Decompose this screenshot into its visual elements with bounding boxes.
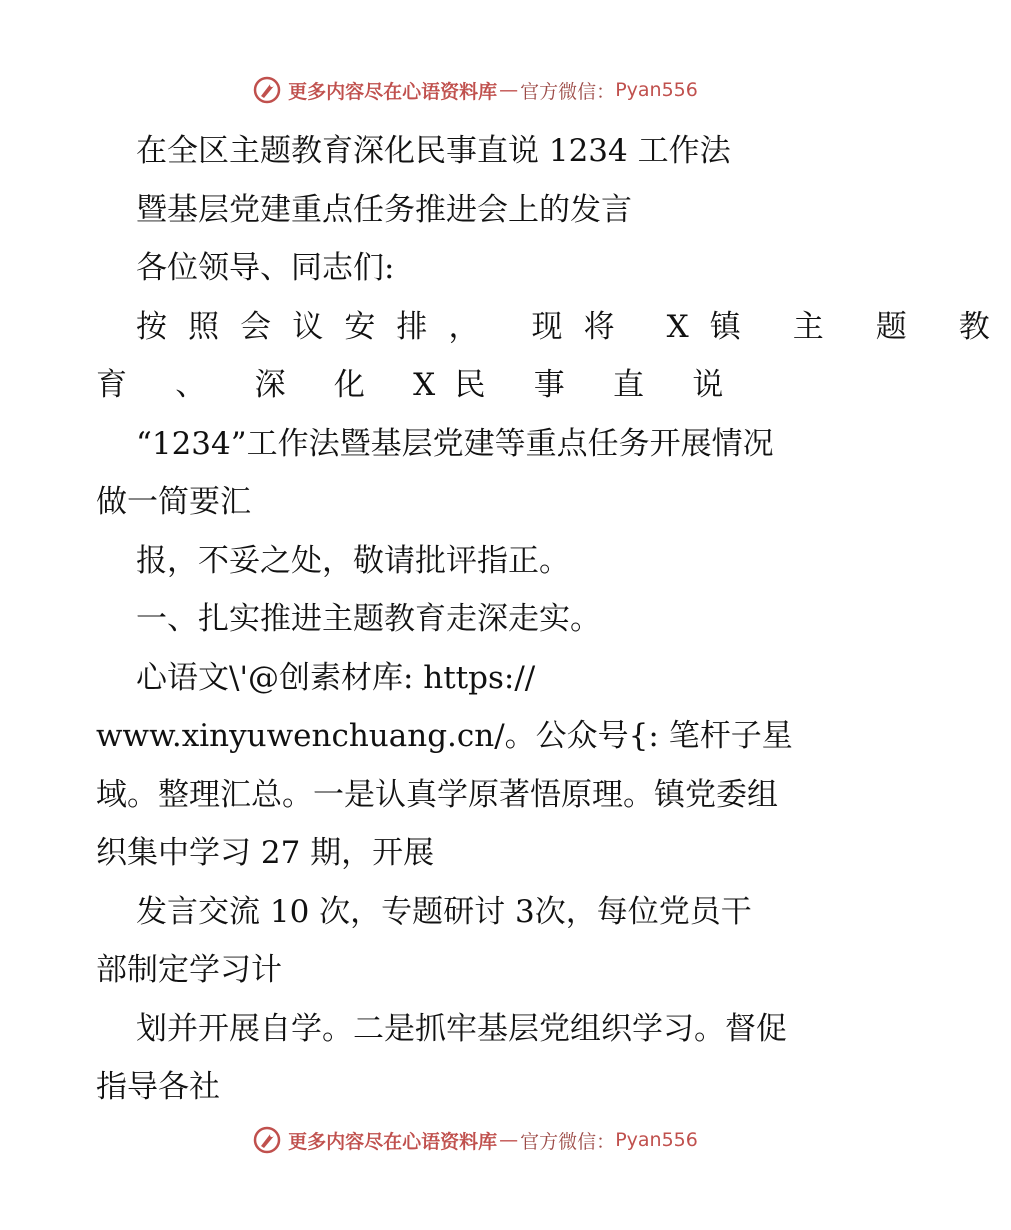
watermark-main-text: 更多内容尽在心语资料库 — [288, 80, 498, 103]
watermark-sub-text: 官方微信： — [520, 80, 616, 103]
paragraph-line: 按照会议安排， 现将 X镇 主 题 教 — [136, 308, 1011, 345]
pen-nib-circle-icon — [252, 75, 282, 105]
paragraph-line: 发言交流 10 次，专题研讨 3次，每位党员干 — [136, 893, 752, 930]
watermark-wechat-id: Pyan556 — [615, 79, 698, 101]
watermark-dash: — — [499, 1129, 519, 1151]
document-title-line-2: 暨基层党建重点任务推进会上的发言 — [136, 191, 632, 228]
watermark-sub-text: 官方微信： — [520, 1130, 616, 1153]
watermark-dash: — — [499, 79, 519, 101]
paragraph-line: 心语文\'@创素材库: https:// — [136, 659, 536, 696]
watermark-main-text: 更多内容尽在心语资料库 — [288, 1130, 498, 1153]
document-title-line-1: 在全区主题教育深化民事直说 1234 工作法 — [136, 133, 731, 169]
paragraph-line: 织集中学习 27 期，开展 — [96, 835, 435, 871]
header-watermark — [0, 70, 950, 110]
section-heading: 一、扎实推进主题教育走深走实。 — [136, 601, 601, 637]
paragraph-line: 报，不妥之处，敬请批评指正。 — [136, 542, 570, 579]
footer-watermark — [0, 1120, 950, 1160]
salutation: 各位领导、同志们: — [136, 250, 395, 286]
paragraph-line: 划并开展自学。二是抓牢基层党组织学习。督促 — [136, 1010, 787, 1047]
paragraph-line: 育 、 深 化 X民 事 直 说 — [96, 367, 743, 403]
watermark-wechat-id: Pyan556 — [615, 1129, 698, 1151]
paragraph-line: “1234”工作法暨基层党建等重点任务开展情况 — [136, 425, 774, 462]
pen-nib-circle-icon — [252, 1125, 282, 1155]
paragraph-line: 做一简要汇 — [96, 484, 251, 520]
paragraph-line: 域。整理汇总。一是认真学原著悟原理。镇党委组 — [96, 776, 778, 813]
paragraph-line: 指导各社 — [96, 1069, 220, 1105]
document-body — [96, 122, 1011, 1117]
paragraph-line: www.xinyuwenchuang.cn/。公众号{: 笔杆子星 — [96, 718, 793, 754]
paragraph-line: 部制定学习计 — [96, 952, 282, 988]
